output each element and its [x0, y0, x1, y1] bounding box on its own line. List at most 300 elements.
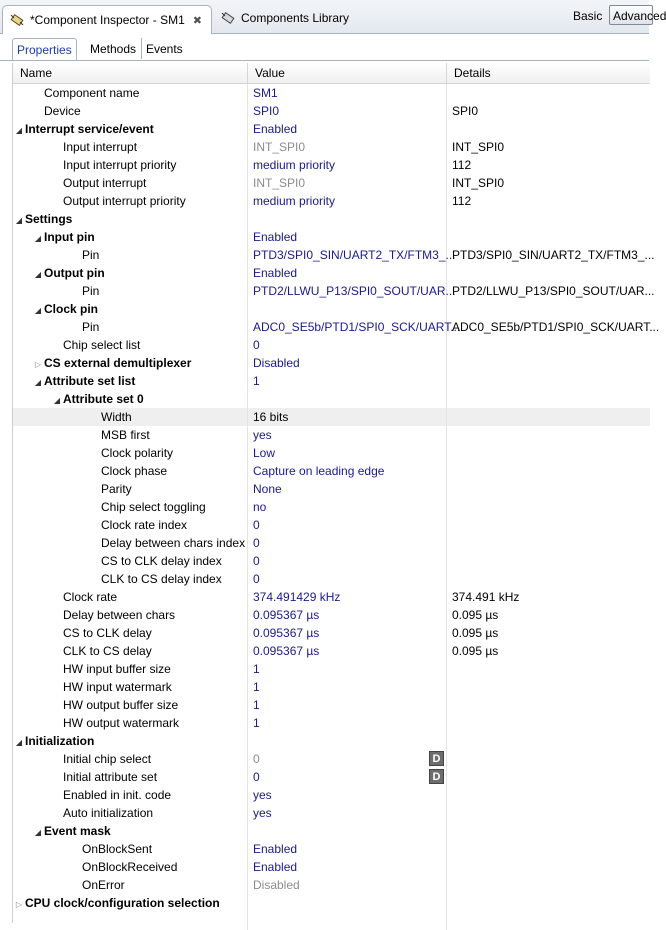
- property-value-cell[interactable]: [248, 678, 447, 696]
- property-value: INT_SPI0: [253, 140, 306, 154]
- property-details-cell: [447, 228, 650, 246]
- property-details-cell: ADC0_SE5b/PTD1/SPI0_SCK/UART...: [452, 320, 660, 334]
- property-name: Delay between chars index: [101, 536, 246, 550]
- property-value-cell[interactable]: [248, 156, 447, 174]
- property-row[interactable]: [13, 408, 650, 426]
- property-name-cell: [13, 858, 248, 876]
- property-name: CS to CLK delay index: [101, 554, 222, 568]
- property-value: 0: [253, 338, 260, 352]
- property-value: 0: [253, 518, 260, 532]
- property-name-cell: [13, 642, 248, 660]
- property-name: Settings: [25, 212, 73, 226]
- property-name: Clock rate: [63, 590, 118, 604]
- property-row[interactable]: [13, 750, 650, 768]
- property-row[interactable]: [13, 390, 650, 408]
- property-value: PTD3/SPI0_SIN/UART2_TX/FTM3_...: [253, 248, 456, 262]
- property-row[interactable]: [13, 228, 650, 246]
- property-details-cell: [447, 120, 650, 138]
- property-details-cell: [447, 570, 650, 588]
- property-name: HW input buffer size: [63, 662, 171, 676]
- property-name: Device: [44, 104, 81, 118]
- property-name-cell: [13, 264, 248, 282]
- property-details-cell: [447, 390, 650, 408]
- property-value: 1: [253, 374, 260, 388]
- property-name-cell: [13, 480, 248, 498]
- property-name: OnError: [82, 878, 125, 892]
- property-name: Clock polarity: [101, 446, 174, 460]
- property-row[interactable]: [13, 894, 650, 912]
- property-value: SPI0: [253, 104, 280, 118]
- property-row[interactable]: [13, 876, 650, 894]
- property-value-cell[interactable]: [248, 228, 447, 246]
- property-value: Disabled: [253, 356, 300, 370]
- property-value-cell[interactable]: [248, 138, 447, 156]
- property-details-cell: PTD3/SPI0_SIN/UART2_TX/FTM3_...: [452, 248, 655, 262]
- property-name-cell: [13, 912, 248, 930]
- property-name-cell: [13, 570, 248, 588]
- collapsed-arrow-icon[interactable]: ▷: [34, 360, 42, 369]
- default-value-button[interactable]: D: [429, 751, 444, 766]
- tab-events[interactable]: Events: [141, 38, 187, 59]
- expanded-arrow-icon[interactable]: ◢: [34, 378, 42, 387]
- property-name-cell: [13, 372, 248, 390]
- property-details-cell: [447, 714, 650, 732]
- property-details-cell: INT_SPI0: [452, 140, 505, 154]
- property-value-cell[interactable]: [248, 300, 447, 318]
- property-value-cell[interactable]: [248, 642, 447, 660]
- property-value: 0.095367 µs: [253, 608, 320, 622]
- property-value: ADC0_SE5b/PTD1/SPI0_SCK/UART...: [253, 320, 461, 334]
- property-value-cell[interactable]: [248, 498, 447, 516]
- property-row[interactable]: [13, 498, 650, 516]
- property-details-cell: [447, 912, 650, 930]
- property-details-cell: [447, 678, 650, 696]
- property-row[interactable]: [13, 300, 650, 318]
- property-name-cell: [13, 228, 248, 246]
- property-name: Clock rate index: [101, 518, 188, 532]
- property-name-cell: [13, 246, 248, 264]
- property-value-cell[interactable]: [248, 858, 447, 876]
- property-name: Input pin: [44, 230, 95, 244]
- property-value: yes: [253, 428, 272, 442]
- property-row[interactable]: [13, 858, 650, 876]
- property-row[interactable]: [13, 642, 650, 660]
- property-details-cell: 0.095 µs: [452, 644, 499, 658]
- advanced-mode-toggle[interactable]: Advanced: [609, 5, 653, 25]
- property-row[interactable]: [13, 624, 650, 642]
- property-value-cell[interactable]: [248, 174, 447, 192]
- property-value-cell[interactable]: [248, 336, 447, 354]
- property-row[interactable]: [13, 192, 650, 210]
- property-value: PTD2/LLWU_P13/SPI0_SOUT/UAR...: [253, 284, 456, 298]
- property-rows: [13, 84, 660, 930]
- property-value-cell[interactable]: [248, 840, 447, 858]
- property-details-cell: [447, 840, 650, 858]
- property-value-cell[interactable]: [248, 876, 447, 894]
- property-name-cell: [13, 156, 248, 174]
- property-name-cell: [13, 174, 248, 192]
- property-value: medium priority: [253, 158, 336, 172]
- property-details-cell: [447, 876, 650, 894]
- property-value: 0: [253, 572, 260, 586]
- property-row[interactable]: [13, 696, 650, 714]
- property-name: Width: [101, 410, 132, 424]
- property-value: Enabled: [253, 266, 298, 280]
- property-row[interactable]: [13, 660, 650, 678]
- property-value-cell[interactable]: [248, 390, 447, 408]
- property-value-cell[interactable]: [248, 210, 447, 228]
- property-row[interactable]: [13, 678, 650, 696]
- property-name: Attribute set 0: [63, 392, 144, 406]
- property-value: Enabled: [253, 230, 298, 244]
- property-value: Enabled: [253, 122, 298, 136]
- property-name: CLK to CS delay: [63, 644, 152, 658]
- property-name: Parity: [101, 482, 132, 496]
- property-details-cell: [447, 858, 650, 876]
- property-details-cell: [447, 894, 650, 912]
- property-name-cell: [13, 408, 248, 426]
- property-name: Auto initialization: [63, 806, 154, 820]
- property-value: yes: [253, 788, 272, 802]
- property-name-cell: [13, 426, 248, 444]
- property-row[interactable]: [13, 318, 660, 336]
- property-details-cell: PTD2/LLWU_P13/SPI0_SOUT/UAR...: [452, 284, 655, 298]
- property-value: 0: [253, 536, 260, 550]
- property-value: Capture on leading edge: [253, 464, 385, 478]
- property-name: Delay between chars: [63, 608, 176, 622]
- property-name-cell: [13, 498, 248, 516]
- property-value-cell[interactable]: [248, 480, 447, 498]
- property-value: SM1: [253, 86, 278, 100]
- expanded-arrow-icon[interactable]: ◢: [15, 738, 23, 747]
- property-value: 0: [253, 554, 260, 568]
- property-value-cell[interactable]: [248, 786, 447, 804]
- property-name: Initial chip select: [63, 752, 152, 766]
- tab-properties[interactable]: Properties: [12, 38, 77, 61]
- property-value-cell[interactable]: [248, 462, 447, 480]
- property-row[interactable]: [13, 264, 650, 282]
- property-name: HW input watermark: [63, 680, 172, 694]
- property-name-cell: [13, 822, 248, 840]
- property-value-cell[interactable]: [248, 660, 447, 678]
- expanded-arrow-icon[interactable]: ◢: [34, 234, 42, 243]
- property-value-cell[interactable]: [248, 534, 447, 552]
- property-details-cell: [447, 408, 650, 426]
- property-name: Clock phase: [101, 464, 168, 478]
- property-details-cell: [447, 552, 650, 570]
- property-name: Output interrupt priority: [63, 194, 186, 208]
- property-details-cell: [447, 444, 650, 462]
- property-details-cell: 374.491 kHz: [452, 590, 520, 604]
- property-details-cell: [447, 426, 650, 444]
- property-row[interactable]: [13, 102, 650, 120]
- property-value: Enabled: [253, 860, 298, 874]
- tab-label: Components Library: [241, 11, 350, 25]
- property-name: CS external demultiplexer: [44, 356, 192, 370]
- property-value-cell[interactable]: [248, 408, 447, 426]
- expanded-arrow-icon[interactable]: ◢: [34, 270, 42, 279]
- property-row[interactable]: [13, 552, 650, 570]
- property-name: Enabled in init. code: [63, 788, 172, 802]
- collapsed-arrow-icon[interactable]: ▷: [15, 900, 23, 909]
- property-value-cell[interactable]: [248, 102, 447, 120]
- property-row[interactable]: [13, 210, 650, 228]
- property-name: Attribute set list: [44, 374, 136, 388]
- property-name: Output interrupt: [63, 176, 147, 190]
- column-header-details[interactable]: Details: [454, 66, 491, 80]
- property-name: CPU clock/configuration selection: [25, 896, 220, 910]
- tab-label: *Component Inspector - SM1: [30, 13, 185, 27]
- property-row[interactable]: [13, 120, 650, 138]
- property-details-cell: [447, 264, 650, 282]
- property-value-cell[interactable]: [248, 354, 447, 372]
- basic-mode-toggle[interactable]: Basic: [573, 9, 603, 23]
- property-name: Input interrupt: [63, 140, 138, 154]
- property-row[interactable]: [13, 786, 650, 804]
- property-details-cell: [447, 732, 650, 750]
- property-details-cell: [447, 336, 650, 354]
- property-row[interactable]: [13, 156, 650, 174]
- property-name-cell: [13, 390, 248, 408]
- property-value: 16 bits: [253, 410, 289, 424]
- property-value: Disabled: [253, 878, 300, 892]
- property-row[interactable]: [13, 444, 650, 462]
- property-details-cell: 112: [452, 194, 472, 208]
- property-name-cell: [13, 876, 248, 894]
- property-value: 1: [253, 698, 260, 712]
- property-name: Component name: [44, 86, 140, 100]
- property-details-cell: 0.095 µs: [452, 608, 499, 622]
- property-value-cell[interactable]: [248, 264, 447, 282]
- property-name: OnBlockReceived: [82, 860, 178, 874]
- property-value-cell[interactable]: [248, 750, 447, 768]
- property-row[interactable]: [13, 570, 650, 588]
- property-details-cell: [447, 498, 650, 516]
- property-row[interactable]: [13, 804, 650, 822]
- property-name-cell: [13, 552, 248, 570]
- property-value-cell[interactable]: [248, 318, 461, 336]
- expanded-arrow-icon[interactable]: ◢: [34, 828, 42, 837]
- expanded-arrow-icon[interactable]: ◢: [15, 126, 23, 135]
- property-value-cell[interactable]: [248, 822, 447, 840]
- property-value: no: [253, 500, 267, 514]
- property-name-cell: [13, 336, 248, 354]
- library-icon: [220, 10, 236, 26]
- property-details-cell: [447, 480, 650, 498]
- property-value: Low: [253, 446, 276, 460]
- property-name-cell: [13, 696, 248, 714]
- property-row[interactable]: [13, 516, 650, 534]
- editor-tab-bar: [0, 0, 666, 34]
- property-name: Pin: [82, 284, 100, 298]
- property-row[interactable]: [13, 84, 650, 102]
- property-row[interactable]: [13, 840, 650, 858]
- expanded-arrow-icon[interactable]: ◢: [34, 306, 42, 315]
- property-row[interactable]: [13, 138, 650, 156]
- property-name-cell: [13, 588, 248, 606]
- property-row[interactable]: [13, 534, 650, 552]
- property-name-cell: [13, 624, 248, 642]
- property-value: None: [253, 482, 282, 496]
- property-value: medium priority: [253, 194, 336, 208]
- property-details-cell: 112: [452, 158, 472, 172]
- property-name: OnBlockSent: [82, 842, 153, 856]
- default-value-button[interactable]: D: [429, 769, 444, 784]
- property-name-cell: [13, 462, 248, 480]
- property-row[interactable]: [13, 174, 650, 192]
- property-name-cell: [13, 894, 248, 912]
- property-value-cell[interactable]: [248, 624, 447, 642]
- close-icon[interactable]: ✖: [192, 14, 202, 27]
- property-name: Initial attribute set: [63, 770, 158, 784]
- property-value: yes: [253, 806, 272, 820]
- grid-header: [13, 63, 650, 84]
- property-value-cell[interactable]: [248, 426, 447, 444]
- property-name: Pin: [82, 320, 100, 334]
- column-header-value[interactable]: Value: [248, 63, 447, 83]
- property-value-cell[interactable]: [248, 444, 447, 462]
- property-row[interactable]: [13, 912, 650, 930]
- property-row[interactable]: [13, 426, 650, 444]
- property-row[interactable]: [13, 246, 655, 264]
- property-value: 0: [253, 752, 260, 766]
- property-name: Chip select list: [63, 338, 141, 352]
- property-name: MSB first: [101, 428, 150, 442]
- property-row[interactable]: [13, 768, 650, 786]
- property-row[interactable]: [13, 336, 650, 354]
- property-name: Pin: [82, 248, 100, 262]
- property-name-cell: [13, 516, 248, 534]
- property-details-cell: [447, 804, 650, 822]
- property-row[interactable]: [13, 354, 650, 372]
- property-details-cell: [447, 462, 650, 480]
- property-row[interactable]: [13, 480, 650, 498]
- property-details-cell: SPI0: [452, 104, 479, 118]
- property-name-cell: [13, 840, 248, 858]
- property-value-cell[interactable]: [248, 732, 447, 750]
- expanded-arrow-icon[interactable]: ◢: [15, 216, 23, 225]
- property-name-cell: [13, 534, 248, 552]
- property-row[interactable]: [13, 714, 650, 732]
- property-value: 374.491429 kHz: [253, 590, 341, 604]
- property-details-cell: [447, 822, 650, 840]
- property-details-cell: [447, 534, 650, 552]
- property-value-cell[interactable]: [248, 552, 447, 570]
- property-name-cell: [13, 282, 248, 300]
- property-row[interactable]: [13, 822, 650, 840]
- property-row[interactable]: [13, 372, 650, 390]
- property-details-cell: [447, 696, 650, 714]
- property-value-cell[interactable]: [248, 804, 447, 822]
- property-value-cell[interactable]: [248, 894, 447, 912]
- property-name: Clock pin: [44, 302, 99, 316]
- property-value-cell[interactable]: [248, 714, 447, 732]
- property-details-cell: INT_SPI0: [452, 176, 505, 190]
- property-value: 1: [253, 680, 260, 694]
- property-value-cell[interactable]: [248, 246, 456, 264]
- property-details-cell: [447, 786, 650, 804]
- property-details-cell: [447, 372, 650, 390]
- property-name: Input interrupt priority: [63, 158, 177, 172]
- property-name-cell: [13, 354, 248, 372]
- property-details-cell: [447, 84, 650, 102]
- property-value: INT_SPI0: [253, 176, 306, 190]
- property-value-cell[interactable]: [248, 696, 447, 714]
- property-value-cell[interactable]: [248, 192, 447, 210]
- property-grid: [12, 63, 660, 923]
- property-name: HW output buffer size: [63, 698, 179, 712]
- tab-components-library[interactable]: [214, 5, 374, 31]
- column-header-name[interactable]: Name: [13, 63, 248, 83]
- property-value-cell[interactable]: [248, 372, 447, 390]
- property-name-cell: [13, 138, 248, 156]
- property-value-cell[interactable]: [248, 606, 447, 624]
- property-name-cell: [13, 318, 248, 336]
- property-value: 0.095367 µs: [253, 644, 320, 658]
- property-name-cell: [13, 210, 248, 228]
- property-details-cell: [447, 750, 650, 768]
- property-name: Event mask: [44, 824, 111, 838]
- property-name: Chip select toggling: [101, 500, 206, 514]
- property-row[interactable]: [13, 588, 650, 606]
- property-name: CLK to CS delay index: [101, 572, 222, 586]
- property-value: 0.095367 µs: [253, 626, 320, 640]
- property-value: 0: [253, 770, 260, 784]
- property-value-cell[interactable]: [248, 588, 447, 606]
- property-details-cell: [447, 210, 650, 228]
- tab-methods[interactable]: Methods: [90, 41, 137, 56]
- property-value-cell[interactable]: [248, 516, 447, 534]
- property-value-cell[interactable]: [248, 282, 456, 300]
- property-details-cell: [447, 768, 650, 786]
- property-name-cell: [13, 786, 248, 804]
- property-name: Interrupt service/event: [25, 122, 154, 136]
- property-name: CS to CLK delay: [63, 626, 152, 640]
- property-details-cell: [447, 354, 650, 372]
- divider: [0, 60, 649, 61]
- property-name-cell: [13, 120, 248, 138]
- property-name-cell: [13, 804, 248, 822]
- property-name: Initialization: [25, 734, 95, 748]
- property-value: 1: [253, 662, 260, 676]
- property-name-cell: [13, 102, 248, 120]
- property-name-cell: [13, 300, 248, 318]
- property-value-cell[interactable]: [248, 120, 447, 138]
- property-value-cell[interactable]: [248, 768, 447, 786]
- property-row[interactable]: [13, 606, 650, 624]
- property-name-cell: [13, 192, 248, 210]
- component-icon: [9, 12, 25, 28]
- property-value-cell[interactable]: [248, 912, 447, 930]
- inspector-subtabs: [0, 34, 649, 62]
- property-row[interactable]: [13, 732, 650, 750]
- property-name-cell: [13, 606, 248, 624]
- property-details-cell: [447, 660, 650, 678]
- property-value-cell[interactable]: [248, 570, 447, 588]
- property-row[interactable]: [13, 462, 650, 480]
- property-details-cell: [447, 516, 650, 534]
- property-name-cell: [13, 678, 248, 696]
- property-name: HW output watermark: [63, 716, 180, 730]
- property-value-cell[interactable]: [248, 84, 447, 102]
- expanded-arrow-icon[interactable]: ◢: [53, 396, 61, 405]
- property-name-cell: [13, 732, 248, 750]
- property-row[interactable]: [13, 282, 655, 300]
- tab-component-inspector[interactable]: [2, 5, 212, 34]
- property-value: 1: [253, 716, 260, 730]
- property-name-cell: [13, 660, 248, 678]
- property-name-cell: [13, 750, 248, 768]
